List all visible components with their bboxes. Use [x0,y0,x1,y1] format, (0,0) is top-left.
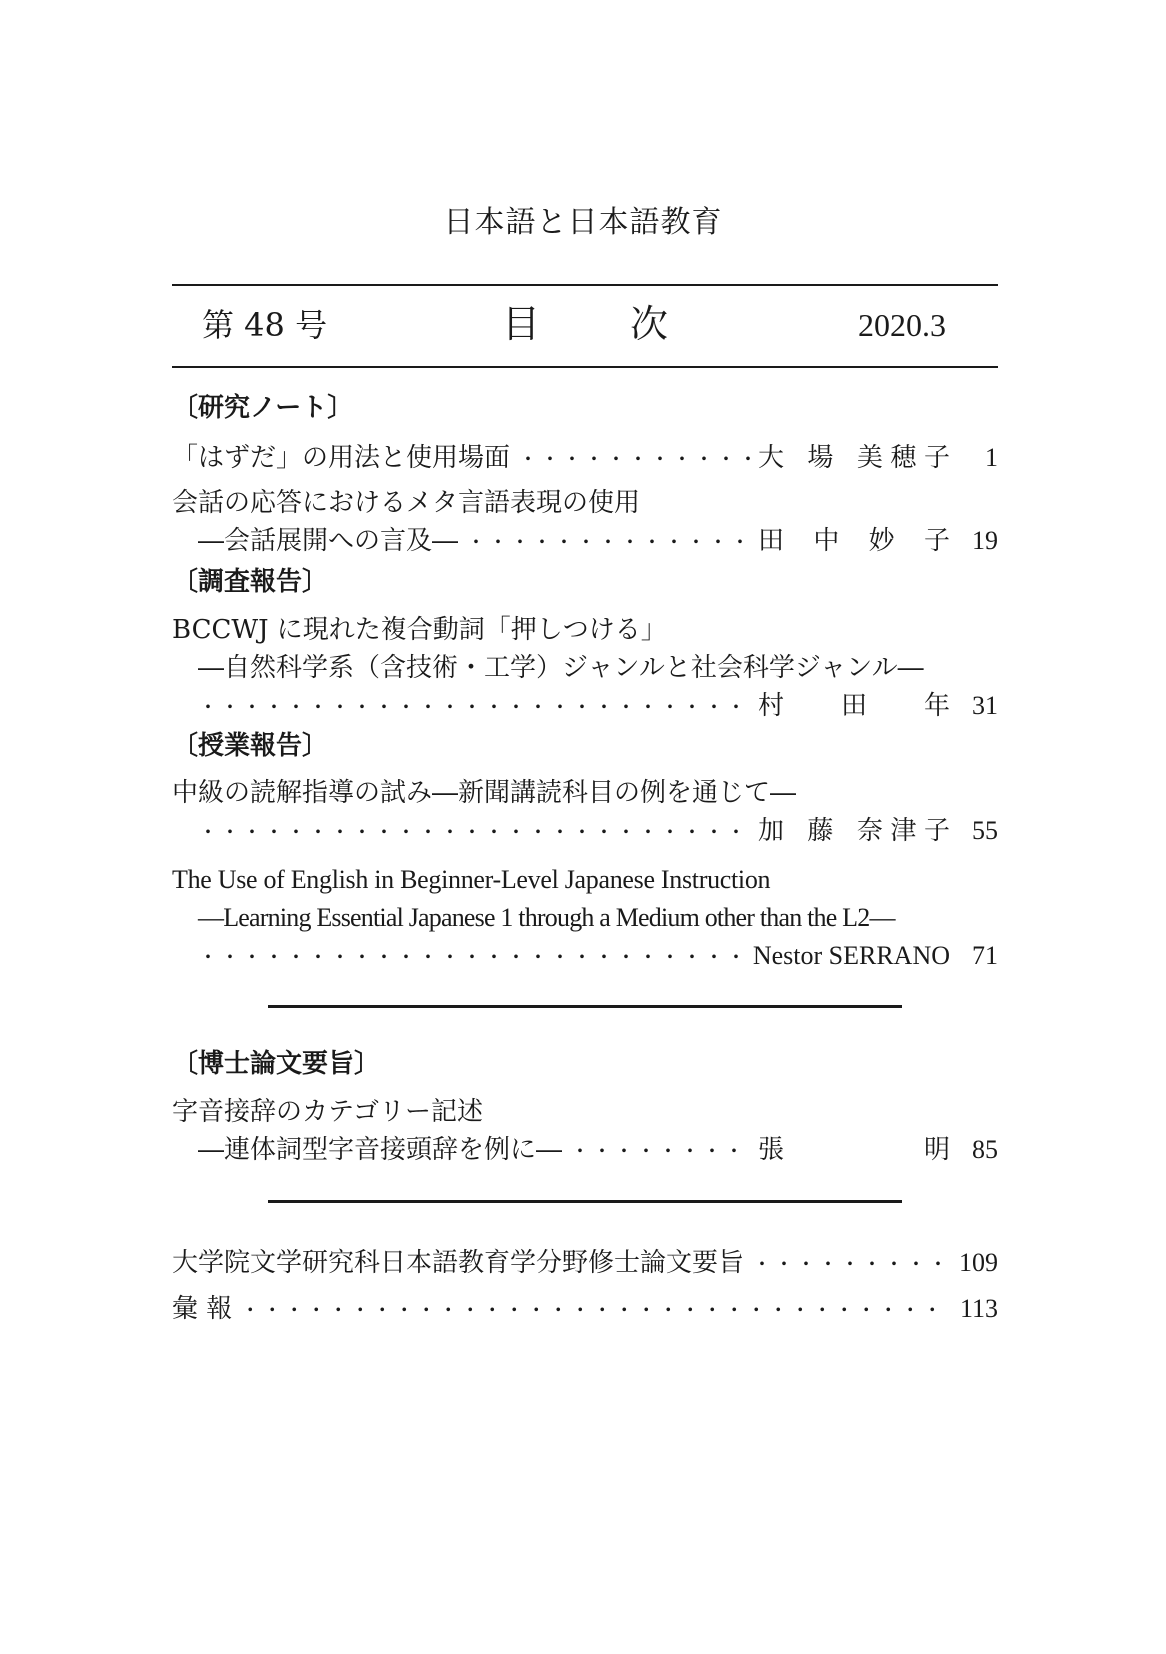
entry-author: Nestor SERRANO [752,941,950,970]
toc-label-char-1: 目 [502,302,541,346]
header-top-rule [172,284,998,286]
toc-entry[interactable] [172,1291,998,1328]
leader-dots [198,814,750,850]
issue-date: 2020.3 [858,307,946,343]
toc-entry[interactable] [198,688,998,725]
journal-title: 日本語と日本語教育 [443,205,723,240]
toc-entry[interactable] [198,523,998,560]
entry-subtitle: ―自然科学系（含技術・工学）ジャンルと社会科学ジャンル― [198,653,924,683]
leader-dots [570,1133,750,1169]
toc-entry[interactable] [198,813,998,850]
entry-page: 31 [972,691,998,720]
section-research-note: 〔研究ノート〕 [172,393,354,423]
entry-title: 彙 報 [172,1294,233,1324]
entry-subtitle: ―連体詞型字音接頭辞を例に― [198,1135,563,1165]
entry-title[interactable]: 会話の応答におけるメタ言語表現の使用 [172,488,641,518]
section-class-report: 〔授業報告〕 [172,731,329,761]
toc-entry[interactable] [198,1132,998,1169]
leader-dots [198,689,750,725]
entry-subtitle: ―会話展開への言及― [198,526,459,556]
entry-page: 55 [972,816,998,845]
leader-dots [518,441,750,477]
leader-dots [240,1292,952,1328]
toc-entry[interactable] [172,440,998,477]
entry-author: 大 場 美穂子 [758,443,950,473]
entry-author: 張 明 [758,1135,950,1165]
entry-title: 「はずだ」の用法と使用場面 [172,443,511,473]
entry-page: 109 [959,1248,998,1277]
toc-entry[interactable] [198,938,998,975]
header-bottom-rule [172,366,998,368]
entry-page: 1 [985,443,998,472]
entry-title: 大学院文学研究科日本語教育学分野修士論文要旨 [172,1248,745,1278]
entry-title[interactable]: 字音接辞のカテゴリー記述 [172,1097,483,1127]
toc-label-char-2: 次 [630,302,669,346]
entry-author: 加 藤 奈津子 [758,816,950,846]
toc-entry[interactable] [172,1245,998,1282]
leader-dots [752,1246,951,1282]
entry-title[interactable]: 中級の読解指導の試み―新聞講読科目の例を通じて― [172,778,797,808]
entry-page: 19 [972,526,998,555]
issue-number: 第 48 号 [202,306,328,344]
section-survey-report: 〔調査報告〕 [172,567,329,597]
section-divider [268,1200,902,1203]
entry-page: 113 [959,1294,998,1323]
entry-page: 71 [972,941,998,970]
entry-title[interactable]: The Use of English in Beginner-Level Japanese Instruction [172,865,771,894]
entry-author: 村 田 年 [758,691,950,721]
entry-page: 85 [972,1135,998,1164]
entry-author: 田 中 妙 子 [758,526,950,556]
leader-dots [198,939,745,975]
entry-title[interactable]: BCCWJ に現れた複合動詞「押しつける」 [172,615,667,645]
toc-header [172,289,998,369]
section-divider [268,1005,902,1008]
entry-subtitle: ―Learning Essential Japanese 1 through a Medium other than the L2― [198,903,895,932]
section-doctoral-abstracts: 〔博士論文要旨〕 [172,1049,381,1079]
leader-dots [466,524,750,560]
toc-label [502,299,668,349]
